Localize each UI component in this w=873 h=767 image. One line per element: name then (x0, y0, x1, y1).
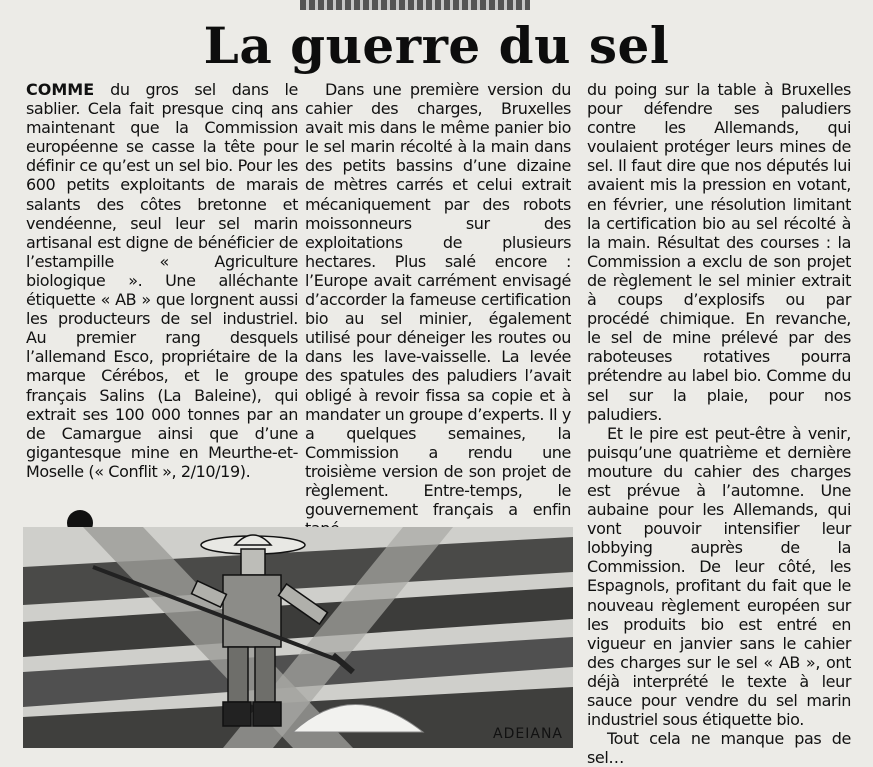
illustration-drawing (23, 527, 573, 748)
column-1 (26, 80, 298, 481)
paragraph: du poing sur la table à Bruxelles pour défendre ses paludiers contre les Allemands, qui voulaient protéger leurs mines de sel. Il faut dire que nos députés lui avaient mis la pression en votant, en février, une résolution limitant la certification bio au sel récolté à la main. Résultat des courses : la Commission a exclu de son projet de règlement le sel minier extrait à coups d’explosifs ou par procédé chimique. En revanche, le sel de mine prélevé par des raboteuses rotatives pourra prétendre au label bio. Comme du sel sur la plaie, pour nos paludiers. (587, 80, 851, 424)
paragraph (26, 80, 298, 481)
top-decorative-strip (300, 0, 530, 10)
column-3 (587, 80, 851, 767)
paragraph: Et le pire est peut-être à venir, puisqu’une quatrième et dernière mouture du cahier des charges est prévue à l’automne. Une aubaine pour les Allemands, qui vont pouvoir intensifier leur lobbying auprès de la Commission. De leur côté, les Espagnols, profitant du fait que le nouveau règlement européen sur les produits bio est entré en vigueur en janvier sans le cahier des charges sur le sel « AB », ont déjà interprété le texte à leur sauce pour vendre du sel marin industriel sous étiquette bio. (587, 423, 851, 730)
paragraph-text: du gros sel dans le sablier. Cela fait presque cinq ans maintenant que la Commission européenne se casse la tête pour définir ce qu’est un sel bio. Pour les 600 petits exploitants de marais salants des côtes bretonne et vendéenne, seul leur sel marin artisanal est digne de bénéficier de l’estampille « Agriculture biologique ». Une alléchante étiquette « AB » que lorgnent aussi les producteurs de sel industriel. Au premier rang desquels l’allemand Esco, propriétaire de la marque Cérébos, et le groupe français Salins (La Baleine), qui extrait ses 100 000 tonnes par an de Camargue ainsi que d’une gigantesque mine en Meurthe-et-Moselle (« Conflit », 2/10/19). (26, 80, 298, 481)
article-title: La guerre du sel (203, 16, 670, 75)
lead-word: COMME (26, 80, 95, 99)
paragraph: Tout cela ne manque pas de sel… (587, 729, 851, 767)
salt-worker-illustration (23, 527, 573, 748)
paragraph: Dans une première version du cahier des charges, Bruxelles avait mis dans le même panier bio le sel marin récolté à la main dans des petits bassins d’une dizaine de mètres carrés et celui extrait mécaniquement par des robots moissonneurs sur des exploitations de plusieurs hectares. Plus salé encore : l’Europe avait carrément envisagé d’accorder la fameuse certification bio au sel minier, également utilisé pour déneiger les routes ou dans les lave-vaisselle. La levée des spatules des paludiers l’avait obligé à revoir fissa sa copie et à mandater un groupe d’experts. Il y a quelques semaines, la Commission a rendu une troisième version de son projet de règlement. Entre-temps, le gouvernement français a enfin (305, 80, 571, 520)
illustrator-signature: ADEIANA (493, 726, 563, 742)
column-2 (305, 80, 571, 538)
